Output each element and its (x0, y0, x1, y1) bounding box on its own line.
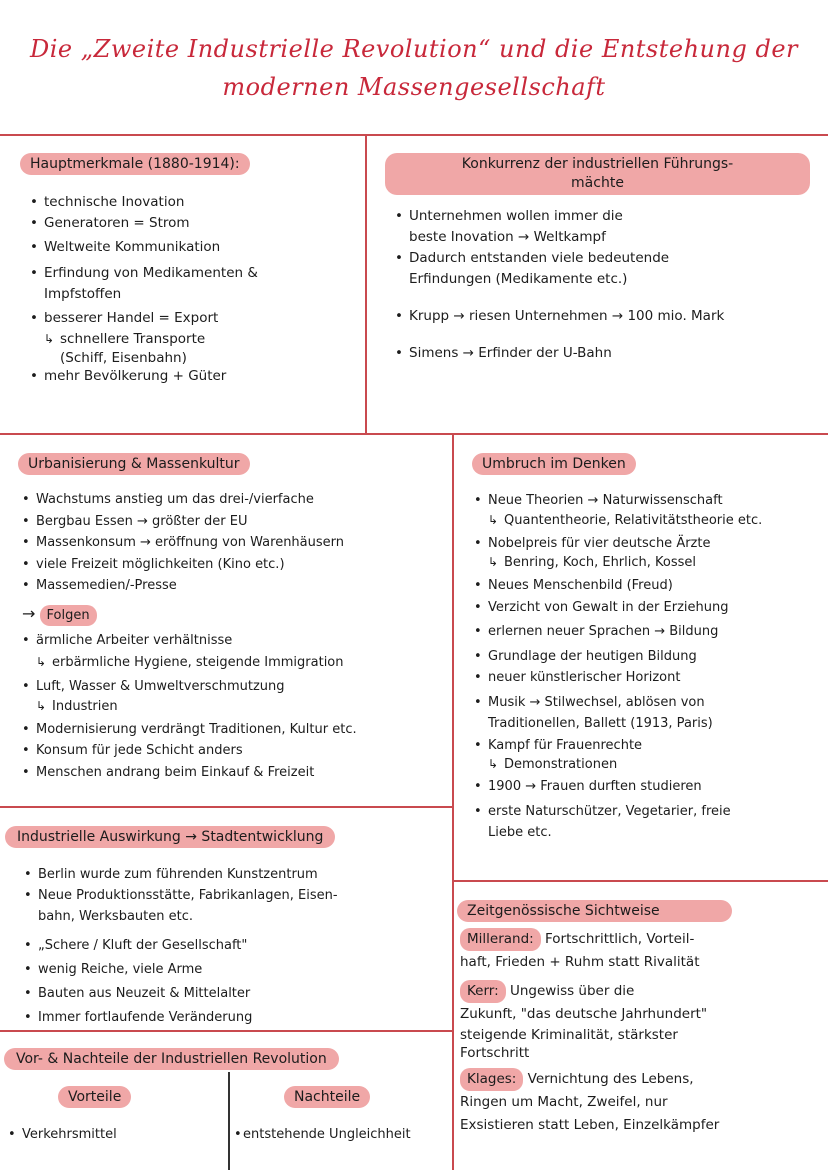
vor-nachteile-heading: Vor- & Nachteile der Industriellen Revolution (4, 1048, 339, 1070)
divider-left-lower (0, 806, 452, 808)
list-subitem: ↳ Quantentheorie, Relativitätstheorie etc. (474, 512, 762, 529)
list-subitem: ↳ Benring, Koch, Ehrlich, Kossel (474, 554, 762, 571)
urbanisierung-list (22, 489, 357, 783)
list-subitem: ↳ Demonstrationen (474, 756, 762, 773)
list-item: • Grundlage der heutigen Bildung (474, 646, 762, 668)
list-item: • Berlin wurde zum führenden Kunstzentrum (24, 864, 338, 885)
list-item-continuation: beste Inovation → Weltkampf (409, 229, 606, 245)
list-item: • Simens → Erfinder der U-Bahn (395, 343, 724, 364)
umbruch-list (474, 490, 762, 844)
list-item-continuation: Liebe etc. (488, 825, 552, 840)
folgen-row (22, 603, 357, 627)
list-item: • Neue Produktionsstätte, Fabrikanlagen, Eisen- (24, 885, 338, 906)
list-item: • Massemedien/-Presse (22, 575, 357, 597)
list-item: • „Schere / Kluft der Gesellschaft" (24, 935, 338, 956)
nachteile-label: Nachteile (284, 1086, 370, 1108)
list-item: • 1900 → Frauen durften studieren (474, 776, 762, 798)
list-item: • Kampf für Frauenrechte (474, 735, 762, 757)
list-item: • Luft, Wasser & Umweltverschmutzung (22, 676, 357, 698)
klages-text-1: Vernichtung des Lebens, (527, 1071, 694, 1087)
list-item: • Nobelpreis für vier deutsche Ärzte (474, 533, 762, 555)
list-item: • Verkehrsmittel (8, 1124, 117, 1145)
zeitgenoessisch-heading: Zeitgenössische Sichtweise (457, 900, 732, 922)
divider-pros-cons (228, 1072, 230, 1170)
page-title (0, 30, 828, 106)
umbruch-heading: Umbruch im Denken (472, 453, 636, 475)
klages-label: Klages: (460, 1068, 523, 1091)
millerand-text-2: haft, Frieden + Ruhm statt Rivalität (460, 954, 700, 970)
list-item: • Menschen andrang beim Einkauf & Freizeit (22, 762, 357, 784)
kerr-statement (460, 980, 820, 1062)
list-item: • erlernen neuer Sprachen → Bildung (474, 621, 762, 643)
list-item: • besserer Handel = Export (30, 308, 258, 329)
list-item: • Erfindung von Medikamenten & (30, 263, 258, 284)
list-subitem: ↳ Industrien (22, 698, 357, 715)
list-item: • mehr Bevölkerung + Güter (30, 366, 258, 387)
list-subitem: ↳ erbärmliche Hygiene, steigende Immigration (22, 652, 357, 674)
list-item: • Immer fortlaufende Veränderung (24, 1007, 338, 1028)
list-item: • ärmliche Arbeiter verhältnisse (22, 630, 357, 652)
vorteile-list (8, 1124, 117, 1145)
industrielle-list (24, 864, 338, 1028)
kerr-text-2: Zukunft, "das deutsche Jahrhundert" (460, 1006, 708, 1022)
list-item: • viele Freizeit möglichkeiten (Kino etc.) (22, 554, 357, 576)
kerr-text-4: Fortschritt (460, 1045, 530, 1061)
list-item: • Neue Theorien → Naturwissenschaft (474, 490, 762, 512)
list-item: • Wachstums anstieg um das drei-/vierfache (22, 489, 357, 511)
list-item: • technische Inovation (30, 192, 258, 213)
klages-statement (460, 1068, 820, 1137)
konkurrenz-list (395, 206, 724, 364)
title-line-2: modernen Massengesellschaft (222, 73, 606, 101)
list-item-continuation: Erfindungen (Medikamente etc.) (409, 271, 628, 287)
divider-right-lower (452, 880, 828, 882)
vorteile-label: Vorteile (58, 1086, 131, 1108)
millerand-label: Millerand: (460, 928, 541, 951)
klages-text-2: Ringen um Macht, Zweifel, nur (460, 1094, 668, 1110)
divider-top-vertical (365, 134, 367, 434)
zeitgenoessisch-content (460, 928, 820, 1143)
kerr-text-3: steigende Kriminalität, stärkster (460, 1027, 678, 1043)
list-item: • Krupp → riesen Unternehmen → 100 mio. Mark (395, 306, 724, 327)
list-item: • Bauten aus Neuzeit & Mittelalter (24, 983, 338, 1004)
list-item: • Konsum für jede Schicht anders (22, 740, 357, 762)
hauptmerkmale-heading: Hauptmerkmale (1880-1914): (20, 153, 250, 175)
millerand-statement (460, 928, 820, 974)
list-item: • entstehende Ungleichheit (234, 1124, 411, 1145)
folgen-label: Folgen (40, 605, 97, 627)
klages-text-3: Exsistieren statt Leben, Einzelkämpfer (460, 1117, 720, 1133)
list-item: • Unternehmen wollen immer die (395, 206, 724, 227)
list-item: • Dadurch entstanden viele bedeutende (395, 248, 724, 269)
hauptmerkmale-list (30, 192, 258, 387)
list-item: • Neues Menschenbild (Freud) (474, 575, 762, 597)
list-item: • Modernisierung verdrängt Traditionen, Kultur etc. (22, 719, 357, 741)
divider-top (0, 134, 828, 136)
list-item: • neuer künstlerischer Horizont (474, 667, 762, 689)
arrow-right-icon: → (22, 603, 36, 623)
list-item: • Massenkonsum → eröffnung von Warenhäusern (22, 532, 357, 554)
list-item: • Bergbau Essen → größter der EU (22, 511, 357, 533)
list-item-continuation: Impfstoffen (44, 286, 122, 302)
list-item: • Generatoren = Strom (30, 213, 258, 234)
list-item: • Verzicht von Gewalt in der Erziehung (474, 597, 762, 619)
list-item: • Musik → Stilwechsel, ablösen von (474, 692, 762, 714)
divider-middle (0, 433, 828, 435)
millerand-text-1: Fortschrittlich, Vorteil- (545, 931, 695, 947)
konkurrenz-heading (385, 153, 810, 195)
nachteile-list (234, 1124, 411, 1145)
divider-main-vertical (452, 433, 454, 1170)
list-item-continuation: (Schiff, Eisenbahn) (60, 350, 187, 366)
list-item: • erste Naturschützer, Vegetarier, freie (474, 801, 762, 823)
list-subitem: ↳ schnellere Transporte (30, 329, 258, 350)
divider-left-bottom (0, 1030, 452, 1032)
list-item: • Weltweite Kommunikation (30, 237, 258, 258)
konkurrenz-heading-line-1: Konkurrenz der industriellen Führungs- (461, 156, 734, 172)
title-line-1: Die „Zweite Industrielle Revolution“ und die Entstehung der (29, 35, 798, 63)
urbanisierung-heading: Urbanisierung & Massenkultur (18, 453, 250, 475)
list-item-continuation: bahn, Werksbauten etc. (38, 909, 193, 924)
konkurrenz-heading-line-2: mächte (571, 175, 624, 191)
kerr-label: Kerr: (460, 980, 506, 1003)
list-item-continuation: Traditionellen, Ballett (1913, Paris) (488, 716, 713, 731)
kerr-text-1: Ungewiss über die (509, 983, 635, 999)
industrielle-heading: Industrielle Auswirkung → Stadtentwicklung (5, 826, 335, 848)
list-item: • wenig Reiche, viele Arme (24, 959, 338, 980)
